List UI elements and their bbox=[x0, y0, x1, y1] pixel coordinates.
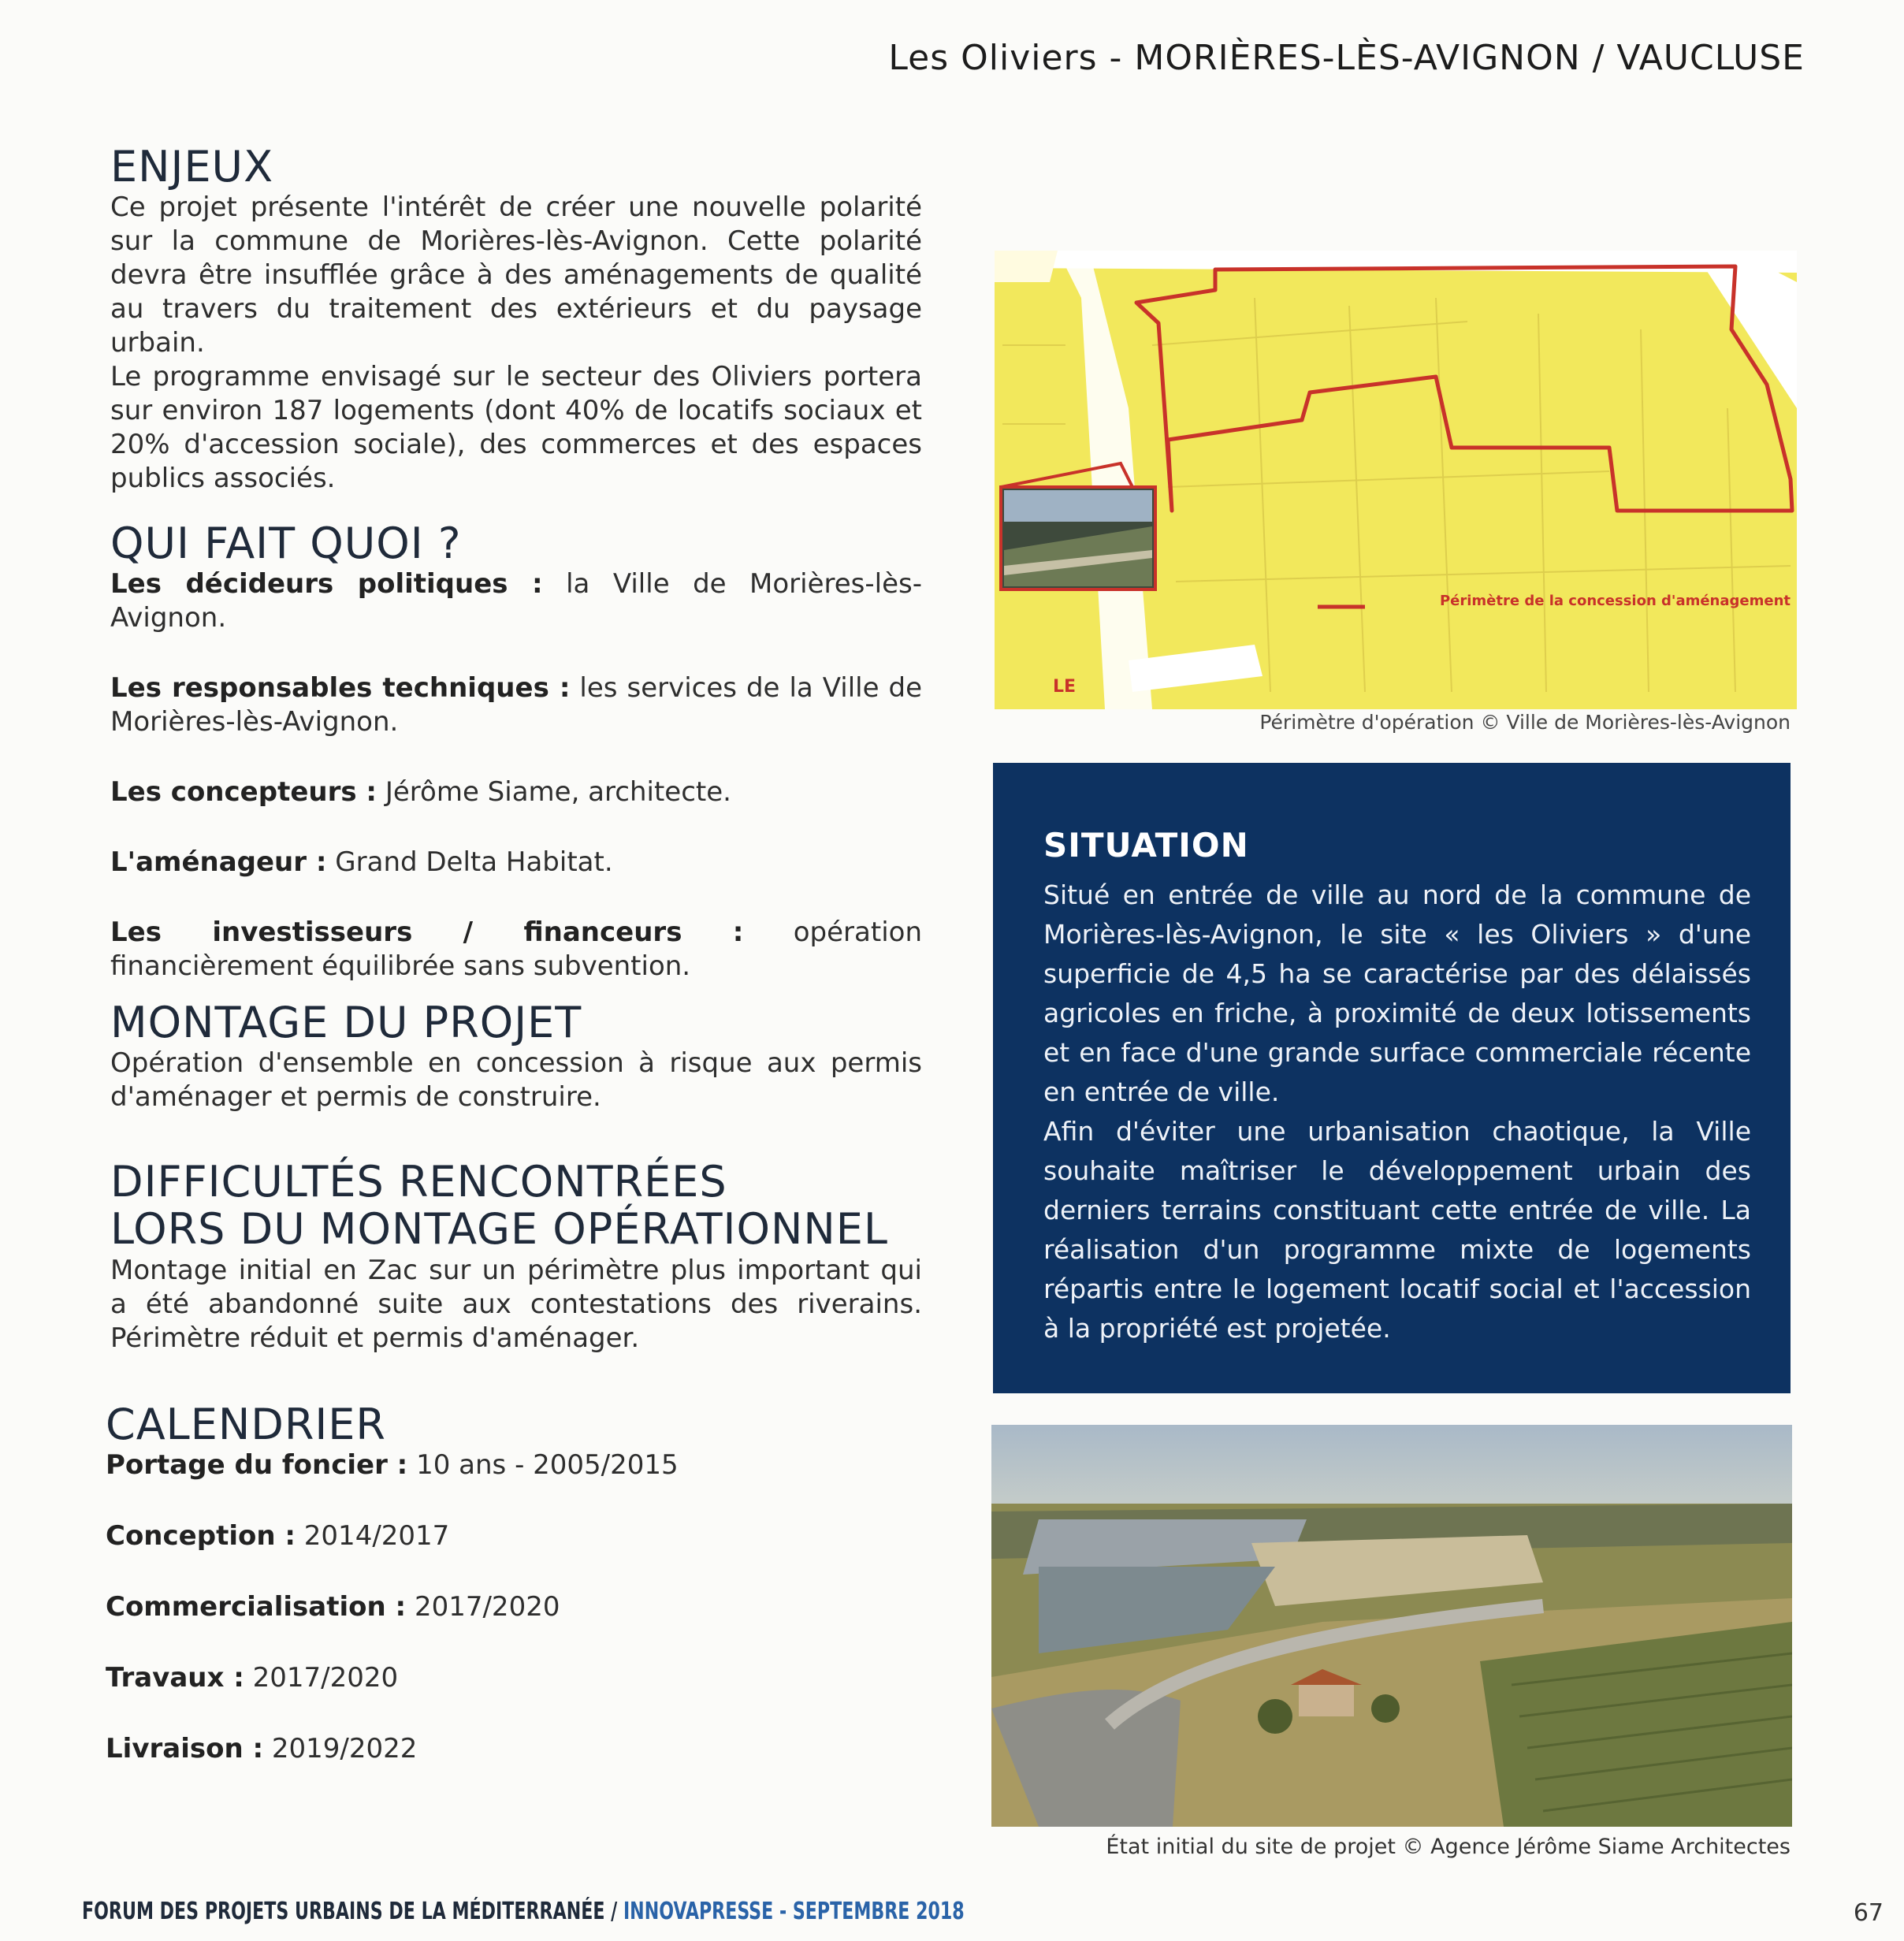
page-title: Les Oliviers - MORIÈRES-LÈS-AVIGNON / VAUCLUSE bbox=[888, 38, 1805, 78]
actor-item: Les concepteurs : Jérôme Siame, architecte. bbox=[110, 776, 731, 809]
section-calendrier bbox=[106, 1401, 917, 1766]
difficultes-heading: DIFFICULTÉS RENCONTRÉES bbox=[110, 1157, 727, 1207]
section-enjeux bbox=[110, 143, 922, 496]
calendrier-heading: CALENDRIER bbox=[106, 1400, 386, 1449]
difficultes-text: Montage initial en Zac sur un périmètre plus important qui a été abandonné suite aux contestations des riverains. Périmètre réduit et permis d'aménager. bbox=[110, 1254, 922, 1354]
calendar-item: Conception : 2014/2017 bbox=[106, 1520, 450, 1552]
map-drawing bbox=[995, 251, 1797, 709]
footer bbox=[82, 1898, 965, 1925]
situation-panel bbox=[993, 763, 1791, 1393]
photo-caption: État initial du site de projet © Agence Jérôme Siame Architectes bbox=[1106, 1835, 1791, 1859]
aerial-photo-drawing bbox=[991, 1425, 1792, 1827]
aerial-photo bbox=[991, 1425, 1792, 1827]
qui-fait-quoi-heading: QUI FAIT QUOI ? bbox=[110, 519, 462, 568]
page-number: 67 bbox=[1853, 1899, 1884, 1927]
calendar-item: Commercialisation : 2017/2020 bbox=[106, 1591, 560, 1623]
actor-item: Les investisseurs / financeurs : opération financièrement équilibrée sans subvention. bbox=[110, 917, 922, 983]
actor-item: Les responsables techniques : les services de la Ville de Morières-lès-Avignon. bbox=[110, 672, 922, 738]
situation-text: Situé en entrée de ville au nord de la commune de Morières-lès-Avignon, le site « les Oliviers » d'une superficie de 4,5 ha se caractérise par des délaissés agricoles en friche, à proximité de deux lotissements et en face d'une grande surface commerciale récente en entrée de ville. bbox=[1043, 879, 1751, 1107]
section-qui-fait-quoi bbox=[110, 520, 922, 984]
footer-publication: FORUM DES PROJETS URBAINS DE LA MÉDITERRANÉE / bbox=[82, 1898, 618, 1925]
section-montage bbox=[110, 999, 922, 1114]
actor-item: Les décideurs politiques : la Ville de Morières-lès-Avignon. bbox=[110, 568, 922, 634]
situation-heading: SITUATION bbox=[1043, 826, 1249, 865]
calendar-item: Livraison : 2019/2022 bbox=[106, 1733, 418, 1765]
perimeter-map bbox=[995, 251, 1797, 709]
difficultes-heading-2: LORS DU MONTAGE OPÉRATIONNEL bbox=[110, 1204, 888, 1255]
montage-heading: MONTAGE DU PROJET bbox=[110, 998, 582, 1047]
map-legend: Périmètre de la concession d'aménagement bbox=[1439, 593, 1791, 609]
enjeux-text: Ce projet présente l'intérêt de créer une nouvelle polarité sur la commune de Morières-lès-Avignon. Cette polarité devra être insufflée grâce à des aménagements de qualité au travers du traitement des extérieurs et du paysage urbain. bbox=[110, 191, 922, 359]
enjeux-heading: ENJEUX bbox=[110, 142, 274, 191]
enjeux-text-2: Le programme envisagé sur le secteur des Oliviers portera sur environ 187 logements (dont 40% de locatifs sociaux et 20% d'accession sociale), des commerces et des espaces publics associés. bbox=[110, 361, 922, 495]
montage-text: Opération d'ensemble en concession à risque aux permis d'aménager et permis de construire. bbox=[110, 1047, 922, 1114]
situation-text-2: Afin d'éviter une urbanisation chaotique, la Ville souhaite maîtriser le développement urbain des derniers terrains constituant cette entrée de ville. La réalisation d'un programme mixte de logements répartis entre le logement locatif social et l'accession à la propriété est projetée. bbox=[1043, 1116, 1751, 1344]
map-logo: LE bbox=[1053, 677, 1077, 697]
section-difficultes bbox=[110, 1158, 922, 1355]
calendar-item: Travaux : 2017/2020 bbox=[106, 1662, 399, 1694]
calendar-item: Portage du foncier : 10 ans - 2005/2015 bbox=[106, 1449, 679, 1482]
footer-accent: INNOVAPRESSE - SEPTEMBRE 2018 bbox=[623, 1898, 965, 1925]
map-caption: Périmètre d'opération © Ville de Morières-lès-Avignon bbox=[1259, 711, 1791, 734]
actor-item: L'aménageur : Grand Delta Habitat. bbox=[110, 846, 613, 879]
